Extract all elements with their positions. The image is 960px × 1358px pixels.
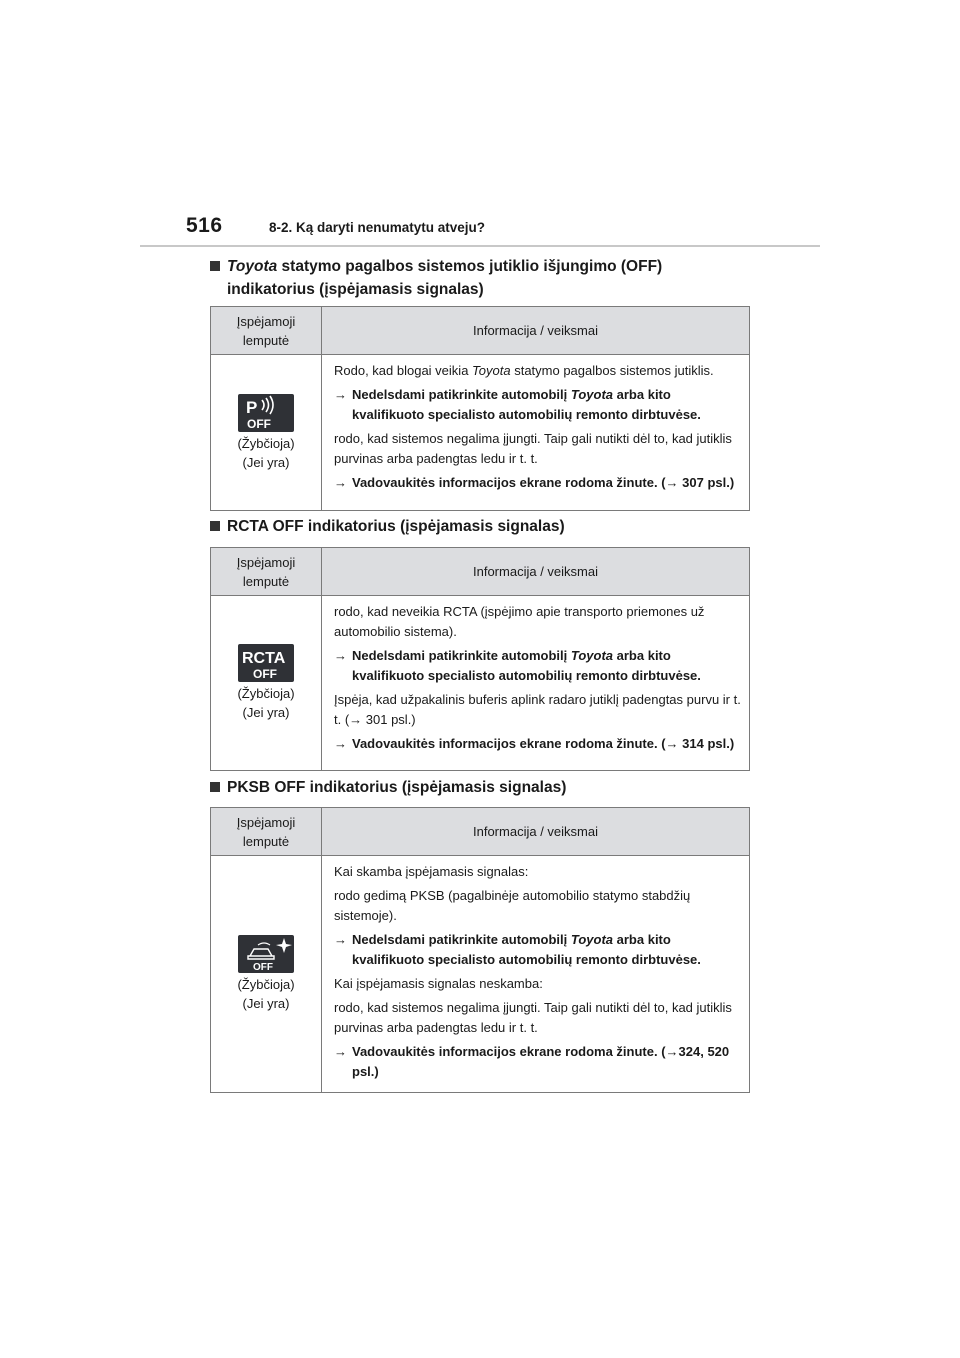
section-title-rcta: RCTA OFF indikatorius (įspėjamasis signalas) <box>210 515 770 538</box>
table-header-lamp: Įspėjamoji lemputė <box>211 548 322 596</box>
rcta-off-icon <box>238 644 294 682</box>
action-item: → Vadovaukitės informacijos ekrane rodoma žinute. (→ 314 psl.) <box>334 734 743 754</box>
svg-text:OFF: OFF <box>247 416 271 431</box>
action-item: → Nedelsdami patikrinkite automobilį Toyota arba kito kvalifikuoto specialisto automobilių remonto dirbtuvėse. <box>334 648 701 683</box>
table-header-info: Informacija / veiksmai <box>322 307 750 355</box>
svg-text:P: P <box>246 397 258 417</box>
page-header <box>140 210 820 246</box>
header-divider <box>140 245 820 247</box>
warning-table-parking-sensor <box>210 306 750 511</box>
svg-text:OFF: OFF <box>253 667 277 681</box>
table-header-lamp: Įspėjamoji lemputė <box>211 808 322 856</box>
warning-lamp-cell <box>211 856 322 1093</box>
arrow-icon: → <box>334 387 347 402</box>
bullet-square-icon <box>210 521 220 531</box>
info-cell <box>322 355 750 511</box>
action-item: → Nedelsdami patikrinkite automobilį Toyota arba kito kvalifikuoto specialisto automobilių remonto dirbtuvėse. <box>334 932 701 967</box>
action-item: → Vadovaukitės informacijos ekrane rodoma žinute. (→ 307 psl.) <box>334 473 743 493</box>
action-item: → Nedelsdami patikrinkite automobilį Toyota arba kito kvalifikuoto specialisto automobilių remonto dirbtuvėse. <box>334 387 701 422</box>
warning-table-pksb <box>210 807 750 1093</box>
arrow-icon: → <box>334 1044 347 1059</box>
arrow-icon: → <box>334 736 347 751</box>
info-paragraph: Kai skamba įspėjamasis signalas: <box>334 864 529 879</box>
info-cell <box>322 596 750 771</box>
svg-text:RCTA: RCTA <box>242 650 286 667</box>
info-paragraph: rodo, kad sistemos negalima įjungti. Taip gali nutikti dėl to, kad jutiklis purvinas arba padengtas ledu ir t. t. <box>334 431 732 466</box>
info-paragraph: Kai įspėjamasis signalas neskamba: <box>334 976 543 991</box>
chapter-title: 8-2. Ką daryti nenumatytu atveju? <box>269 220 486 235</box>
warning-table-rcta <box>210 547 750 771</box>
info-paragraph: Įspėja, kad užpakalinis buferis aplink radaro jutiklį padengtas purvu ir t. t. (→ 301 psl.) <box>334 692 741 727</box>
arrow-icon: → <box>334 932 347 947</box>
info-paragraph: rodo gedimą PKSB (pagalbinėje automobilio statymo stabdžių sistemoje). <box>334 888 691 923</box>
arrow-icon: → <box>334 648 347 663</box>
parking-sensor-off-icon <box>238 394 294 432</box>
lamp-caption: (Žybčioja) (Jei yra) <box>237 977 295 1011</box>
page-number: 516 <box>186 214 223 237</box>
bullet-square-icon <box>210 782 220 792</box>
info-paragraph: Rodo, kad blogai veikia Toyota statymo pagalbos sistemos jutiklis. <box>334 363 714 378</box>
lamp-caption: (Žybčioja) (Jei yra) <box>237 686 295 720</box>
info-paragraph: rodo, kad neveikia RCTA (įspėjimo apie transporto priemones už automobilio sistema). <box>334 604 705 639</box>
table-header-lamp: Įspėjamoji lemputė <box>211 307 322 355</box>
section-title-parking-sensor: Toyota statymo pagalbos sistemos jutiklio išjungimo (OFF) indikatorius (įspėjamasis signalas) <box>210 255 770 301</box>
section-title-pksb: PKSB OFF indikatorius (įspėjamasis signalas) <box>210 776 770 799</box>
svg-text:OFF: OFF <box>253 962 273 973</box>
info-paragraph: rodo, kad sistemos negalima įjungti. Taip gali nutikti dėl to, kad jutiklis purvinas arba padengtas ledu ir t. t. <box>334 1000 732 1035</box>
pksb-off-icon <box>238 935 294 973</box>
lamp-caption: (Žybčioja) (Jei yra) <box>237 435 295 470</box>
warning-lamp-cell <box>211 596 322 771</box>
table-header-info: Informacija / veiksmai <box>322 548 750 596</box>
bullet-square-icon <box>210 261 220 271</box>
arrow-icon: → <box>334 475 347 490</box>
action-item: → Vadovaukitės informacijos ekrane rodoma žinute. (→324, 520 psl.) <box>334 1044 730 1079</box>
info-cell <box>322 856 750 1093</box>
warning-lamp-cell <box>211 355 322 511</box>
table-header-info: Informacija / veiksmai <box>322 808 750 856</box>
